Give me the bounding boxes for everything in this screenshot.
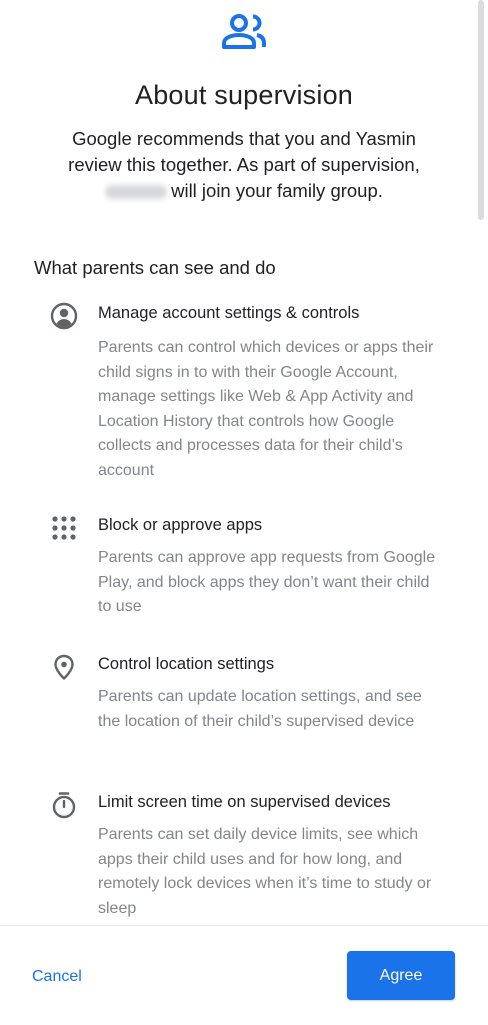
supervised-users-icon <box>220 12 268 52</box>
feature-title: Block or approve apps <box>98 516 263 534</box>
intro-line-1: Google recommends that you and Yasmin review this together. As part of supervision, <box>68 128 420 175</box>
intro-line-2: will join your family group. <box>171 180 383 201</box>
account-circle-icon <box>50 302 78 330</box>
feature-description: Parents can approve app requests from Google Play, and block apps they don’t want their child to use <box>98 549 436 615</box>
feature-title: Manage account settings & controls <box>98 304 360 322</box>
feature-description: Parents can update location settings, and see the location of their child’s supervised device <box>98 688 422 730</box>
agree-button[interactable]: Agree <box>347 951 455 1000</box>
footer-bar <box>0 925 488 1025</box>
timer-icon <box>50 791 78 819</box>
cancel-button[interactable]: Cancel <box>20 962 94 992</box>
redacted-name <box>105 185 167 199</box>
feature-title: Limit screen time on supervised devices <box>98 793 391 811</box>
feature-description: Parents can control which devices or apps their child signs in to with their Google Account, manage settings like Web & App Activity and Location History that controls how Google collects and processes data for their child’s account <box>98 339 434 479</box>
feature-title: Control location settings <box>98 655 275 673</box>
page-title: About supervision <box>134 80 354 110</box>
location-pin-icon <box>50 653 78 681</box>
feature-description: Parents can set daily device limits, see which apps their child uses and for how long, and remotely lock devices when it’s time to study or sleep <box>98 826 432 917</box>
section-heading: What parents can see and do <box>34 257 276 278</box>
apps-grid-icon <box>50 514 78 542</box>
intro-text <box>44 126 444 204</box>
